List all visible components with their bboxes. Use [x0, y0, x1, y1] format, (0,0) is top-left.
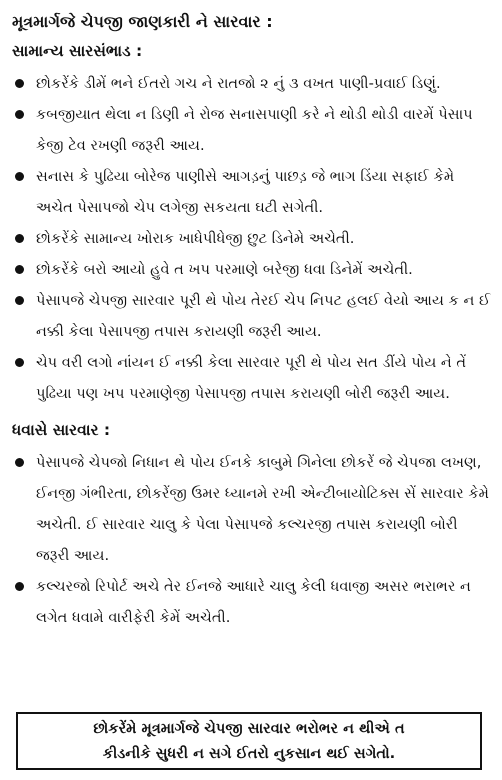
list-item-text: કલ્ચરજો રિપોર્ટ અચે તેર ઈનજે આધારે ચાલુ કેલી ધવાજી અસર ભરાભર ન લગેત ધવામે વારીફેરી કેમેં અચેતી. [36, 578, 471, 626]
bullet-icon [15, 172, 24, 181]
bullet-icon [15, 458, 24, 467]
list-item-text: છોકરેંકે ડીમેં ભને ઈતરો ગચ ને રાતજો ૨ નું ૩ વખત પાણી-પ્રવાઈ ડિણું. [36, 75, 441, 92]
list-item [12, 285, 492, 347]
bullet-icon [15, 265, 24, 274]
note-line-1: છોકરેંમે મૂત્રમાર્ગજે ચેપજી સારવાર ભરોભર ન થીએ ત [93, 720, 405, 737]
general-care-list [12, 68, 492, 409]
bullet-icon [15, 110, 24, 119]
section-spacer [12, 409, 492, 419]
list-item-text: છોકરેંકે સામાન્ય ખોરાક ખાધેપીધેજી છુટ ડિનેમે અચેતી. [36, 230, 355, 247]
list-item [12, 254, 492, 285]
list-item [12, 571, 492, 633]
list-item-text: છોકરેંકે બરો આયો હુવે ત ખપ પરમાણે બરેજી ધવા ડિનેમેં અચેતી. [36, 261, 413, 278]
list-item-text: ચેપ વરી લગો નાંયન ઈ નક્કી કેલા સારવાર પૂરી થે પોય સત ડીંયે પોય ને તેં પુઢિયા પણ ખપ પરમાણેજી પેસાપજી તપાસ કરાયણી બોરી જરૂરી આય. [36, 354, 467, 402]
list-item [12, 99, 492, 161]
list-item-text: પેસાપજે ચેપજી સારવાર પૂરી થે પોય તેરઈ ચેપ નિપટ હલઈ વેયો આય ક ન ઈ નક્કી કેલા પેસાપજી તપાસ કરાયણી જરૂરી આય. [36, 292, 491, 340]
bullet-icon [15, 234, 24, 243]
list-item [12, 447, 492, 571]
list-item-text: પેસાપજે ચેપજો નિધાન થે પોય ઈનકે કાબુમે ગિનેલા છોકરેં જે ચેપજા લખણ, ઈનજી ગંભીરતા, છોકરેંજી ઉમર ધ્યાનમે રખી એન્ટીબાયોટિક્સ સેં સારવાર કેમે અચેતી. ઈ સારવાર ચાલુ કે પેલા પેસાપજે કલ્ચરજી તપાસ કરાયણી બોરી જરૂરી આય. [36, 454, 489, 564]
bullet-icon [15, 79, 24, 88]
list-item [12, 68, 492, 99]
list-item [12, 347, 492, 409]
important-note-box [16, 712, 482, 770]
bullet-icon [15, 582, 24, 591]
document-title: મૂત્રમાર્ગજે ચેપજી જાણકારી ને સારવાર : [12, 12, 273, 31]
bullet-icon [15, 358, 24, 367]
medicine-care-heading: ધવાસે સારવાર : [12, 421, 111, 439]
note-line-2: કીડનીકે સુધરી ન સગે ઈતરો નુકસાન થઈ સગેતો. [102, 745, 396, 762]
list-item [12, 223, 492, 254]
list-item-text: કબજીયાત થેલા ન ડિણી ને રોજ સનાસપાણી કરે ને થોડી થોડી વારમેં પેસાપ કેજી ટેવ રખણી જરૂરી આય. [36, 106, 473, 154]
bullet-icon [15, 296, 24, 305]
medicine-care-list [12, 447, 492, 633]
general-care-heading: સામાન્ય સારસંભાડ : [12, 42, 143, 60]
list-item [12, 161, 492, 223]
list-item-text: સનાસ કે પુઢિયા બોરેજ પાણીસે આગડ઼નું પાછડ઼ જે ભાગ ડિંયા સફાઈ કેમે અચેત પેસાપજો ચેપ લગેજી સકયતા ઘટી સગેતી. [36, 168, 455, 216]
